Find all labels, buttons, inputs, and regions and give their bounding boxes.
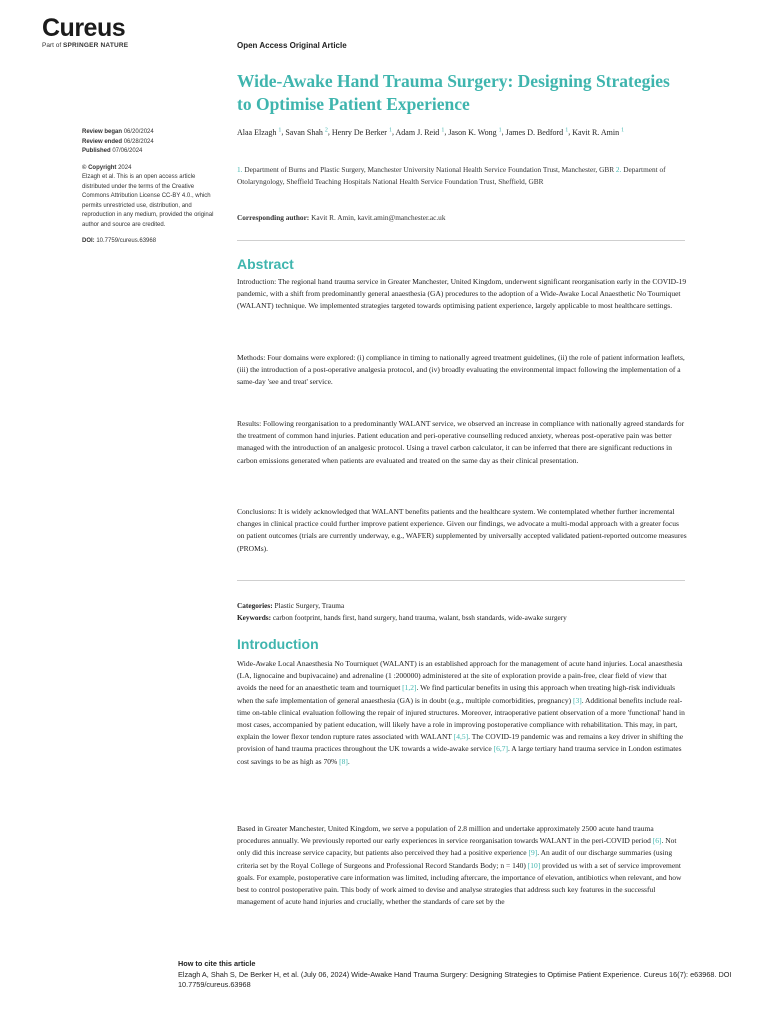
- review-began: Review began 06/20/2024: [82, 129, 154, 135]
- citation-link[interactable]: [9]: [528, 848, 538, 858]
- introduction-heading: Introduction: [237, 636, 319, 652]
- citation-link[interactable]: [10]: [527, 860, 541, 870]
- author[interactable]: Henry De Berker $^1$: [331, 127, 392, 137]
- citation-link[interactable]: [4,5]: [453, 732, 469, 742]
- abstract-heading: Abstract: [237, 256, 294, 272]
- copyright: © Copyright 2024: [82, 164, 132, 171]
- author[interactable]: Jason K. Wong $^1$: [448, 127, 502, 137]
- citation-link[interactable]: [8]: [339, 756, 348, 766]
- keywords: Keywords: carbon footprint, hands first, hand surgery, hand trauma, walant, bssh standards, wide-awake surgery: [237, 613, 567, 622]
- divider: [237, 580, 685, 581]
- introduction-paragraph: Based in Greater Manchester, United Kingdom, we serve a population of 2.8 million and undertake approximately 2500 acute hand trauma procedures annually. We previously reported our early experiences in service reorganisation towards WALANT in the peri-COVID period [6]. Not only did this increase service capacity, but patients also perceived they had a positive experience [9]. An audit of our discharge summaries (using criteria set by the Royal College of Surgeons and Professional Record Standards Body; n = 140) [10] provided us with a set of service improvement goals. For example, postoperative care information was limited, including aftercare, the importance of elevation, antibiotics when relevant, and how best to control postoperative pain. This body of work aimed to devise and analyse strategies that address such key features in the successful management of acute hand injuries and crucially, whether the standards of care set by the: [237, 824, 682, 907]
- citation-link[interactable]: [1,2]: [402, 683, 417, 693]
- logo-publisher: SPRINGER NATURE: [62, 42, 129, 49]
- abstract-results: Results: Following reorganisation to a predominantly WALANT service, we observed an increase in compliance with nationally agreed standards for the treatment of common hand injuries. Patient education and peri-operative counselling reduced anxiety, whereas post-operative pain was better managed with the introduction of an analgesic protocol. Using a travel carbon calculator, it can be inferred that there are significant reductions in carbon emissions generated when patients are evaluated and treated on the same day as their clinical presentation.: [237, 419, 685, 465]
- citation-footer: [178, 959, 738, 991]
- cite-heading: How to cite this article: [178, 959, 256, 968]
- author[interactable]: Savan Shah $^2$: [285, 127, 328, 137]
- author-list: Alaa Elzagh $^1$, Savan Shah $^2$, Henry De Berker $^1$, Adam J. Reid $^1$, Jason K. Wong $^1$, James D. Bedford $^1$, Kavit R. Amin $^1$: [237, 127, 625, 137]
- cureus-logo[interactable]: [42, 14, 162, 49]
- published-date: Published 07/06/2024: [82, 148, 143, 154]
- review-ended: Review ended 06/28/2024: [82, 138, 154, 145]
- author[interactable]: James D. Bedford $^1$: [505, 127, 569, 137]
- citation-link[interactable]: [6]: [652, 836, 662, 846]
- article-title: Wide-Awake Hand Trauma Surgery: Designing Strategies to Optimise Patient Experience: [237, 71, 670, 114]
- author[interactable]: Kavit R. Amin $^1$: [572, 127, 625, 137]
- doi[interactable]: DOI: 10.7759/cureus.63968: [82, 238, 157, 244]
- author[interactable]: Alaa Elzagh $^1$: [237, 127, 282, 137]
- abstract-introduction: Introduction: The regional hand trauma service in Greater Manchester, United Kingdom, underwent significant reorganisation early in the COVID-19 pandemic, with a shift from predominantly general anaesthesia (GA) procedures to the adoption of a Wide-Awake Local Anaesthetic No Tourniquet (WALANT) technique. We implemented strategies targeted towards optimising patient experience, largely applicable to most healthcare settings.: [237, 277, 687, 311]
- license-text: Elzagh et al. This is an open access article distributed under the terms of the Creative Commons Attribution License CC-BY 4.0., which permits unrestricted use, distribution, and reproduction in any medium, provided the original author and source are credited.: [82, 174, 214, 228]
- citation-link[interactable]: [3]: [572, 695, 582, 705]
- corresponding-author: Corresponding author: Kavit R. Amin, kavit.amin@manchester.ac.uk: [237, 213, 446, 222]
- author[interactable]: Adam J. Reid $^1$: [395, 127, 445, 137]
- article-type: Open Access Original Article: [237, 41, 347, 50]
- categories-keywords: [237, 600, 687, 624]
- logo-wordmark: Cureus: [42, 14, 126, 42]
- logo-subtitle: [42, 42, 162, 49]
- cite-text: Elzagh A, Shah S, De Berker H, et al. (July 06, 2024) Wide-Awake Hand Trauma Surgery: Designing Strategies to Optimise Patient Experience. Cureus 16(7): e63968. DOI 10.7759/cureus.63968: [178, 969, 732, 989]
- citation-link[interactable]: [6,7]: [493, 744, 508, 754]
- divider: [237, 240, 685, 241]
- logo-part-of: Part of: [42, 42, 62, 49]
- abstract-conclusions: Conclusions: It is widely acknowledged that WALANT benefits patients and the healthcare system. We contemplated whether further incremental changes in clinical practice could further improve patient experience. Given our findings, we advocate a multi-modal approach with a greater focus on patient outcomes (trials are currently underway, e.g., WAFER) supplemented by universally accepted validated patient-reported outcome measures (PROMs).: [237, 507, 687, 553]
- abstract-methods: Methods: Four domains were explored: (i) compliance in timing to nationally agreed treatment guidelines, (ii) the role of patient information leaflets, (iii) the introduction of a post-operative analgesia protocol, and (iv) broadly evaluating the environmental impact following the implementation of a same-day 'see and treat' service.: [237, 353, 685, 387]
- corresponding-email[interactable]: Kavit R. Amin, kavit.amin@manchester.ac.uk: [311, 213, 446, 222]
- introduction-paragraph: Wide-Awake Local Anaesthesia No Tourniquet (WALANT) is an established approach for the management of acute hand injuries. Local anaesthesia (LA, lignocaine and bupivacaine) and adrenaline (1 :200000) administered at the site of exploration provide a pain-free, clear field of view that avoids the need for an anaesthetic team and tourniquet [1,2]. We find particular benefits in using this approach when treating high-risk individuals when the safe implementation of general anaesthesia (GA) is in doubt (e.g., multiple comorbidities, pregnancy) [3]. Additional benefits include real-time on-table clinical evaluation following the repair of injured structures. Moreover, intraoperative patient observation of a more 'functional' hand in most cases, accompanied by patient education, will likely have a role in improving postoperative compliance with rehabilitation. This may, in part, explain the lower flexor tendon rupture rates associated with WALANT [4,5]. The COVID-19 pandemic was and remains a key driver in shifting the provision of hand trauma practices throughout the UK towards a wide-awake service [6,7]. A large tertiary hand trauma service in London estimates cost savings to be as high as 70% [8].: [237, 659, 685, 766]
- sidebar-meta: [82, 128, 222, 247]
- affiliations: 1. Department of Burns and Plastic Surgery, Manchester University National Health Service Foundation Trust, Manchester, GBR 2. Department of Otolaryngology, Sheffield Teaching Hospitals National Health Service Foundation Trust, Sheffield, GBR: [237, 165, 666, 186]
- categories: Categories: Plastic Surgery, Trauma: [237, 601, 345, 610]
